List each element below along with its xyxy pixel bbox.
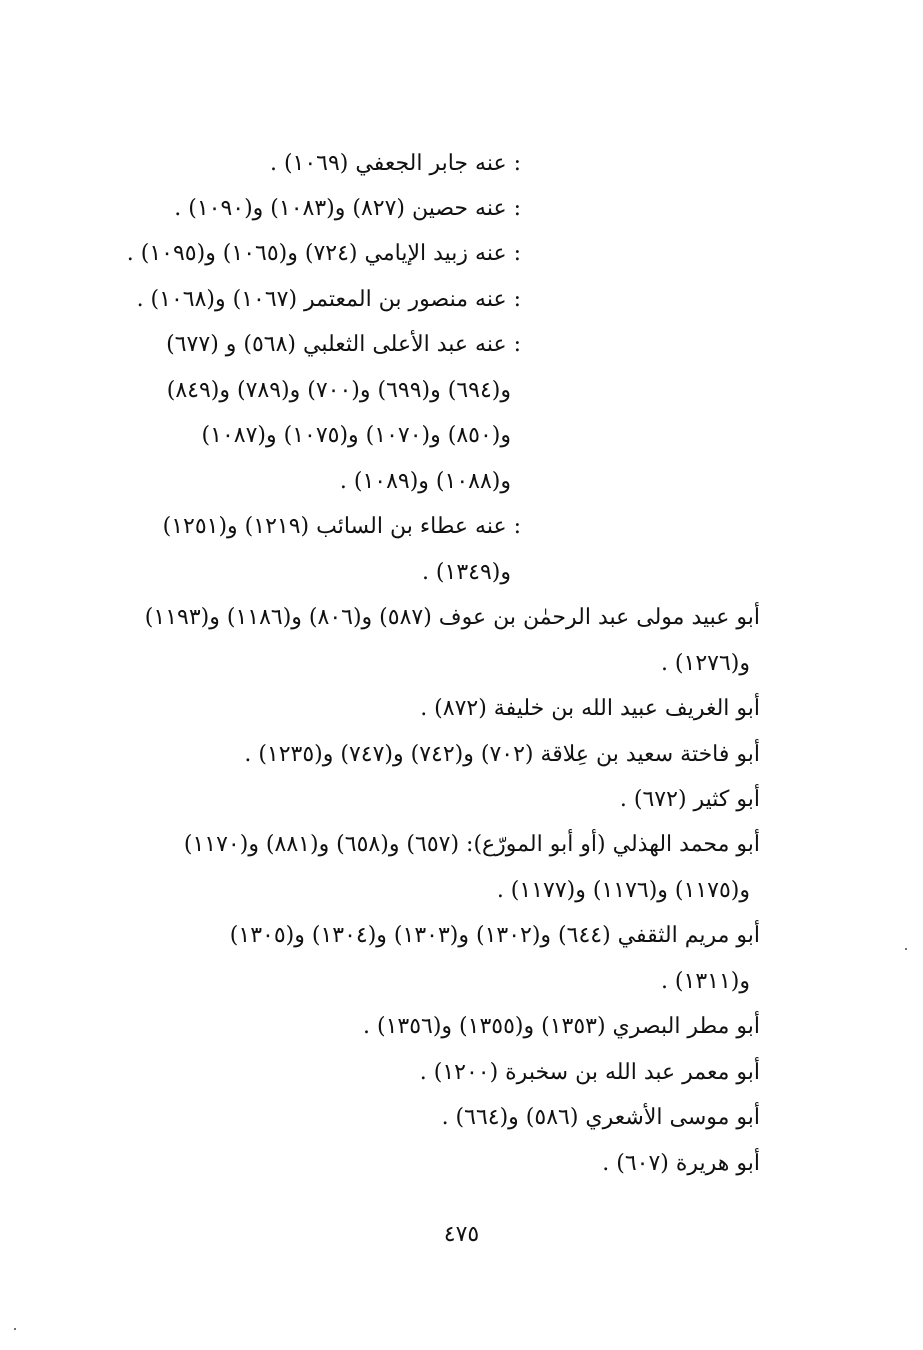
main-entry-line: أبو محمد الهذلي (أو أبو المورّع): (٦٥٧) و(٦٥٨) و(٨٨١) و(١١٧٠)	[183, 832, 760, 857]
main-entry-line: أبو هريرة (٦٠٧) .	[602, 1151, 760, 1176]
scan-speck	[905, 948, 907, 950]
sub-entry-continuation: و(١٠٨٨) و(١٠٨٩) .	[339, 469, 511, 494]
main-entry-line: أبو فاختة سعيد بن عِلاقة (٧٠٢) و(٧٤٢) و(٧٤٧) و(١٢٣٥) .	[244, 742, 760, 767]
sub-entry-line: : عنه حصين (٨٢٧) و(١٠٨٣) و(١٠٩٠) .	[174, 196, 521, 221]
sub-entry-line: : عنه عطاء بن السائب (١٢١٩) و(١٢٥١)	[162, 514, 521, 539]
main-entry-line: أبو مريم الثقفي (٦٤٤) و(١٣٠٢) و(١٣٠٣) و(١٣٠٤) و(١٣٠٥)	[229, 923, 760, 948]
sub-entry-line: : عنه عبد الأعلى الثعلبي (٥٦٨) و (٦٧٧)	[166, 332, 521, 357]
main-entry-line: أبو مطر البصري (١٣٥٣) و(١٣٥٥) و(١٣٥٦) .	[363, 1014, 760, 1039]
sub-entry-line: : عنه جابر الجعفي (١٠٦٩) .	[269, 151, 521, 176]
sub-entry-continuation: و(١٣٤٩) .	[421, 560, 511, 585]
main-entry-line: أبو عبيد مولى عبد الرحمٰن بن عوف (٥٨٧) و(٨٠٦) و(١١٨٦) و(١١٩٣)	[144, 605, 760, 630]
main-entry-line: أبو معمر عبد الله بن سخبرة (١٢٠٠) .	[419, 1060, 760, 1085]
sub-entry-continuation: و(٦٩٤) و(٦٩٩) و(٧٠٠) و(٧٨٩) و(٨٤٩)	[166, 378, 511, 403]
main-entry-line: أبو كثير (٦٧٢) .	[619, 787, 760, 812]
sub-entry-line: : عنه زبيد الإيامي (٧٢٤) و(١٠٦٥) و(١٠٩٥) .	[126, 241, 521, 266]
main-entry-continuation: و(١٢٧٦) .	[660, 651, 750, 676]
main-entry-continuation: و(١٣١١) .	[660, 969, 750, 994]
scan-speck	[14, 1328, 16, 1330]
main-entry-line: أبو الغريف عبيد الله بن خليفة (٨٧٢) .	[420, 696, 760, 721]
main-entry-continuation: و(١١٧٥) و(١١٧٦) و(١١٧٧) .	[496, 878, 750, 903]
sub-entry-continuation: و(٨٥٠) و(١٠٧٠) و(١٠٧٥) و(١٠٨٧)	[201, 423, 511, 448]
main-entry-line: أبو موسى الأشعري (٥٨٦) و(٦٦٤) .	[441, 1105, 760, 1130]
page-number: ٤٧٥	[443, 1222, 480, 1247]
sub-entry-line: : عنه منصور بن المعتمر (١٠٦٧) و(١٠٦٨) .	[136, 287, 521, 312]
